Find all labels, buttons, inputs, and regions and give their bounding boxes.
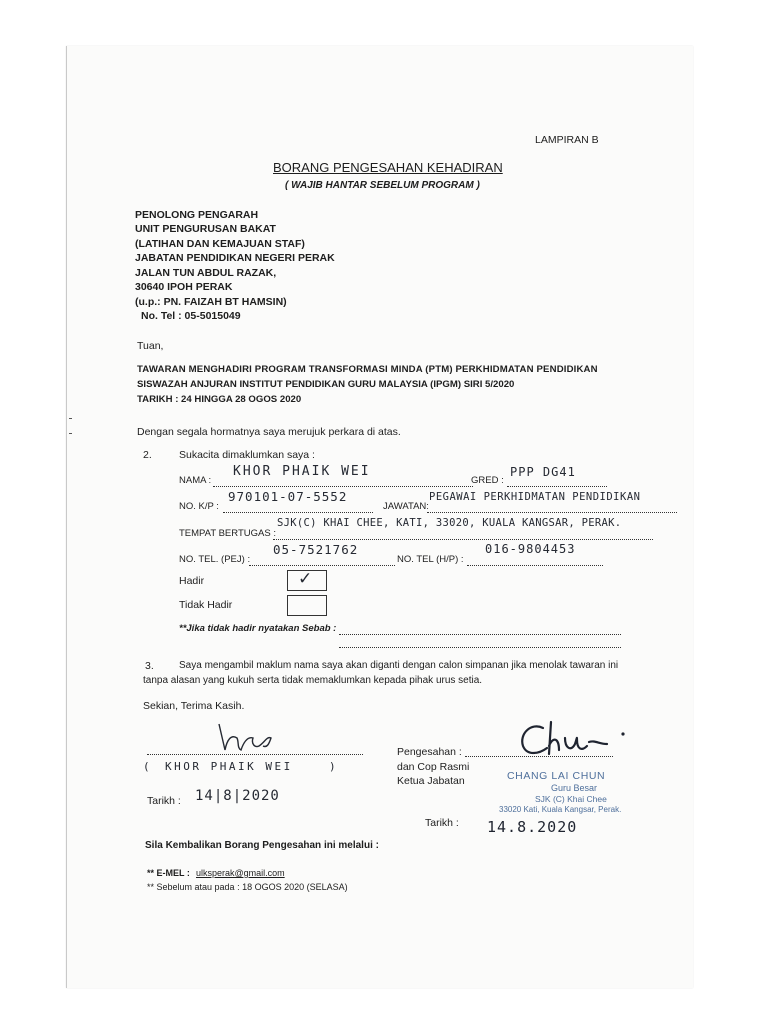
subject-line: TAWARAN MENGHADIRI PROGRAM TRANSFORMASI MINDA (PTM) PERKHIDMATAN PENDIDIKAN (137, 364, 598, 375)
document-page (66, 46, 693, 988)
subject-line: SISWAZAH ANJURAN INSTITUT PENDIDIKAN GURU MALAYSIA (IPGM) SIRI 5/2020 (137, 379, 515, 390)
kp-value[interactable]: 970101-07-5552 (228, 489, 348, 504)
tel-pej-value[interactable]: 05-7521762 (273, 542, 359, 557)
tarikh-label: Tarikh : (147, 795, 181, 807)
margin-mark (69, 418, 72, 419)
subject-line: TARIKH : 24 HINGGA 28 OGOS 2020 (137, 394, 302, 405)
form-title: BORANG PENGESAHAN KEHADIRAN (273, 160, 503, 175)
tarikh2-value[interactable]: 14.8.2020 (487, 818, 578, 836)
tel-hp-value[interactable]: 016-9804453 (485, 542, 576, 556)
kp-label: NO. K/P : (179, 501, 219, 512)
tidak-hadir-checkbox[interactable] (287, 595, 327, 616)
lampiran-label: LAMPIRAN B (535, 134, 599, 146)
margin-mark (69, 433, 72, 434)
paragraph-text: Sukacita dimaklumkan saya : (179, 449, 315, 461)
stamp-school: SJK (C) Khai Chee (535, 794, 607, 804)
name-paren-open: ( (143, 760, 151, 773)
cop-label: dan Cop Rasmi (397, 761, 470, 773)
address-line: (u.p.: PN. FAIZAH BT HAMSIN) (135, 296, 287, 308)
address-line: JABATAN PENDIDIKAN NEGERI PERAK (135, 252, 335, 264)
address-line: UNIT PENGURUSAN BAKAT (135, 223, 276, 235)
tidak-hadir-label: Tidak Hadir (179, 599, 233, 611)
nama-label: NAMA : (179, 475, 212, 486)
salutation: Tuan, (137, 340, 164, 352)
gred-label: GRED : (471, 475, 504, 486)
address-line: JALAN TUN ABDUL RAZAK, (135, 267, 277, 279)
tel-pej-line (249, 565, 395, 566)
pengesahan-label: Pengesahan : (397, 746, 462, 758)
stamp-name: CHANG LAI CHUN (507, 770, 606, 782)
tempat-line (273, 539, 653, 540)
checkmark-icon: ✓ (298, 569, 313, 588)
email-link[interactable]: ulksperak@gmail.com (196, 868, 285, 878)
sebab-line-2[interactable] (339, 647, 621, 648)
tarikh2-label: Tarikh : (425, 817, 459, 829)
closing-text: Sekian, Terima Kasih. (143, 700, 245, 712)
ketua-label: Ketua Jabatan (397, 775, 465, 787)
stamp-title: Guru Besar (551, 783, 598, 793)
tel-hp-line (467, 565, 603, 566)
paragraph-number: 3. (145, 660, 154, 672)
gred-value[interactable]: PPP DG41 (510, 465, 576, 479)
paragraph-text: Saya mengambil maklum nama saya akan diganti dengan calon simpanan jika menolak tawaran ini (179, 660, 619, 671)
nama-line (213, 486, 473, 487)
name-paren-close: ) (329, 760, 337, 773)
intro-text: Dengan segala hormatnya saya merujuk perkara di atas. (137, 426, 401, 438)
jawatan-line (427, 512, 677, 513)
sebab-line[interactable] (339, 634, 621, 635)
tarikh-value[interactable]: 14|8|2020 (195, 788, 280, 804)
nama-value[interactable]: KHOR PHAIK WEI (233, 464, 371, 479)
hadir-checkbox[interactable] (287, 570, 327, 591)
deadline-text: ** Sebelum atau pada : 18 OGOS 2020 (SELASA) (147, 882, 348, 892)
gred-line (507, 486, 607, 487)
sebab-label: **Jika tidak hadir nyatakan Sebab : (179, 623, 337, 634)
hadir-label: Hadir (179, 575, 205, 587)
address-line: 30640 IPOH PERAK (135, 281, 233, 293)
address-line: (LATIHAN DAN KEMAJUAN STAF) (135, 238, 305, 250)
jawatan-value[interactable]: PEGAWAI PERKHIDMATAN PENDIDIKAN (429, 491, 641, 503)
return-instructions: Sila Kembalikan Borang Pengesahan ini melalui : (145, 840, 379, 851)
form-subtitle: ( WAJIB HANTAR SEBELUM PROGRAM ) (285, 180, 480, 191)
tempat-label: TEMPAT BERTUGAS : (179, 528, 276, 539)
stamp-address: 33020 Kati, Kuala Kangsar, Perak. (499, 805, 622, 814)
tel-pej-label: NO. TEL. (PEJ) : (179, 554, 251, 565)
signature-line (147, 754, 363, 755)
endorser-signature-icon (515, 716, 635, 762)
address-line: No. Tel : 05-5015049 (141, 310, 241, 322)
paragraph-text: tanpa alasan yang kukuh serta tidak memaklumkan kepada pihak urus setia. (143, 675, 483, 686)
address-line: PENOLONG PENGARAH (135, 209, 259, 221)
applicant-signature-icon (215, 718, 279, 754)
email-label: ** E-MEL : (147, 868, 190, 878)
tempat-value[interactable]: SJK(C) KHAI CHEE, KATI, 33020, KUALA KANGSAR, PERAK. (277, 517, 622, 529)
paragraph-number: 2. (143, 449, 152, 461)
signer-name[interactable]: KHOR PHAIK WEI (165, 760, 293, 773)
jawatan-label: JAWATAN: (383, 501, 429, 512)
tel-hp-label: NO. TEL (H/P) : (397, 554, 464, 565)
kp-line (223, 512, 373, 513)
